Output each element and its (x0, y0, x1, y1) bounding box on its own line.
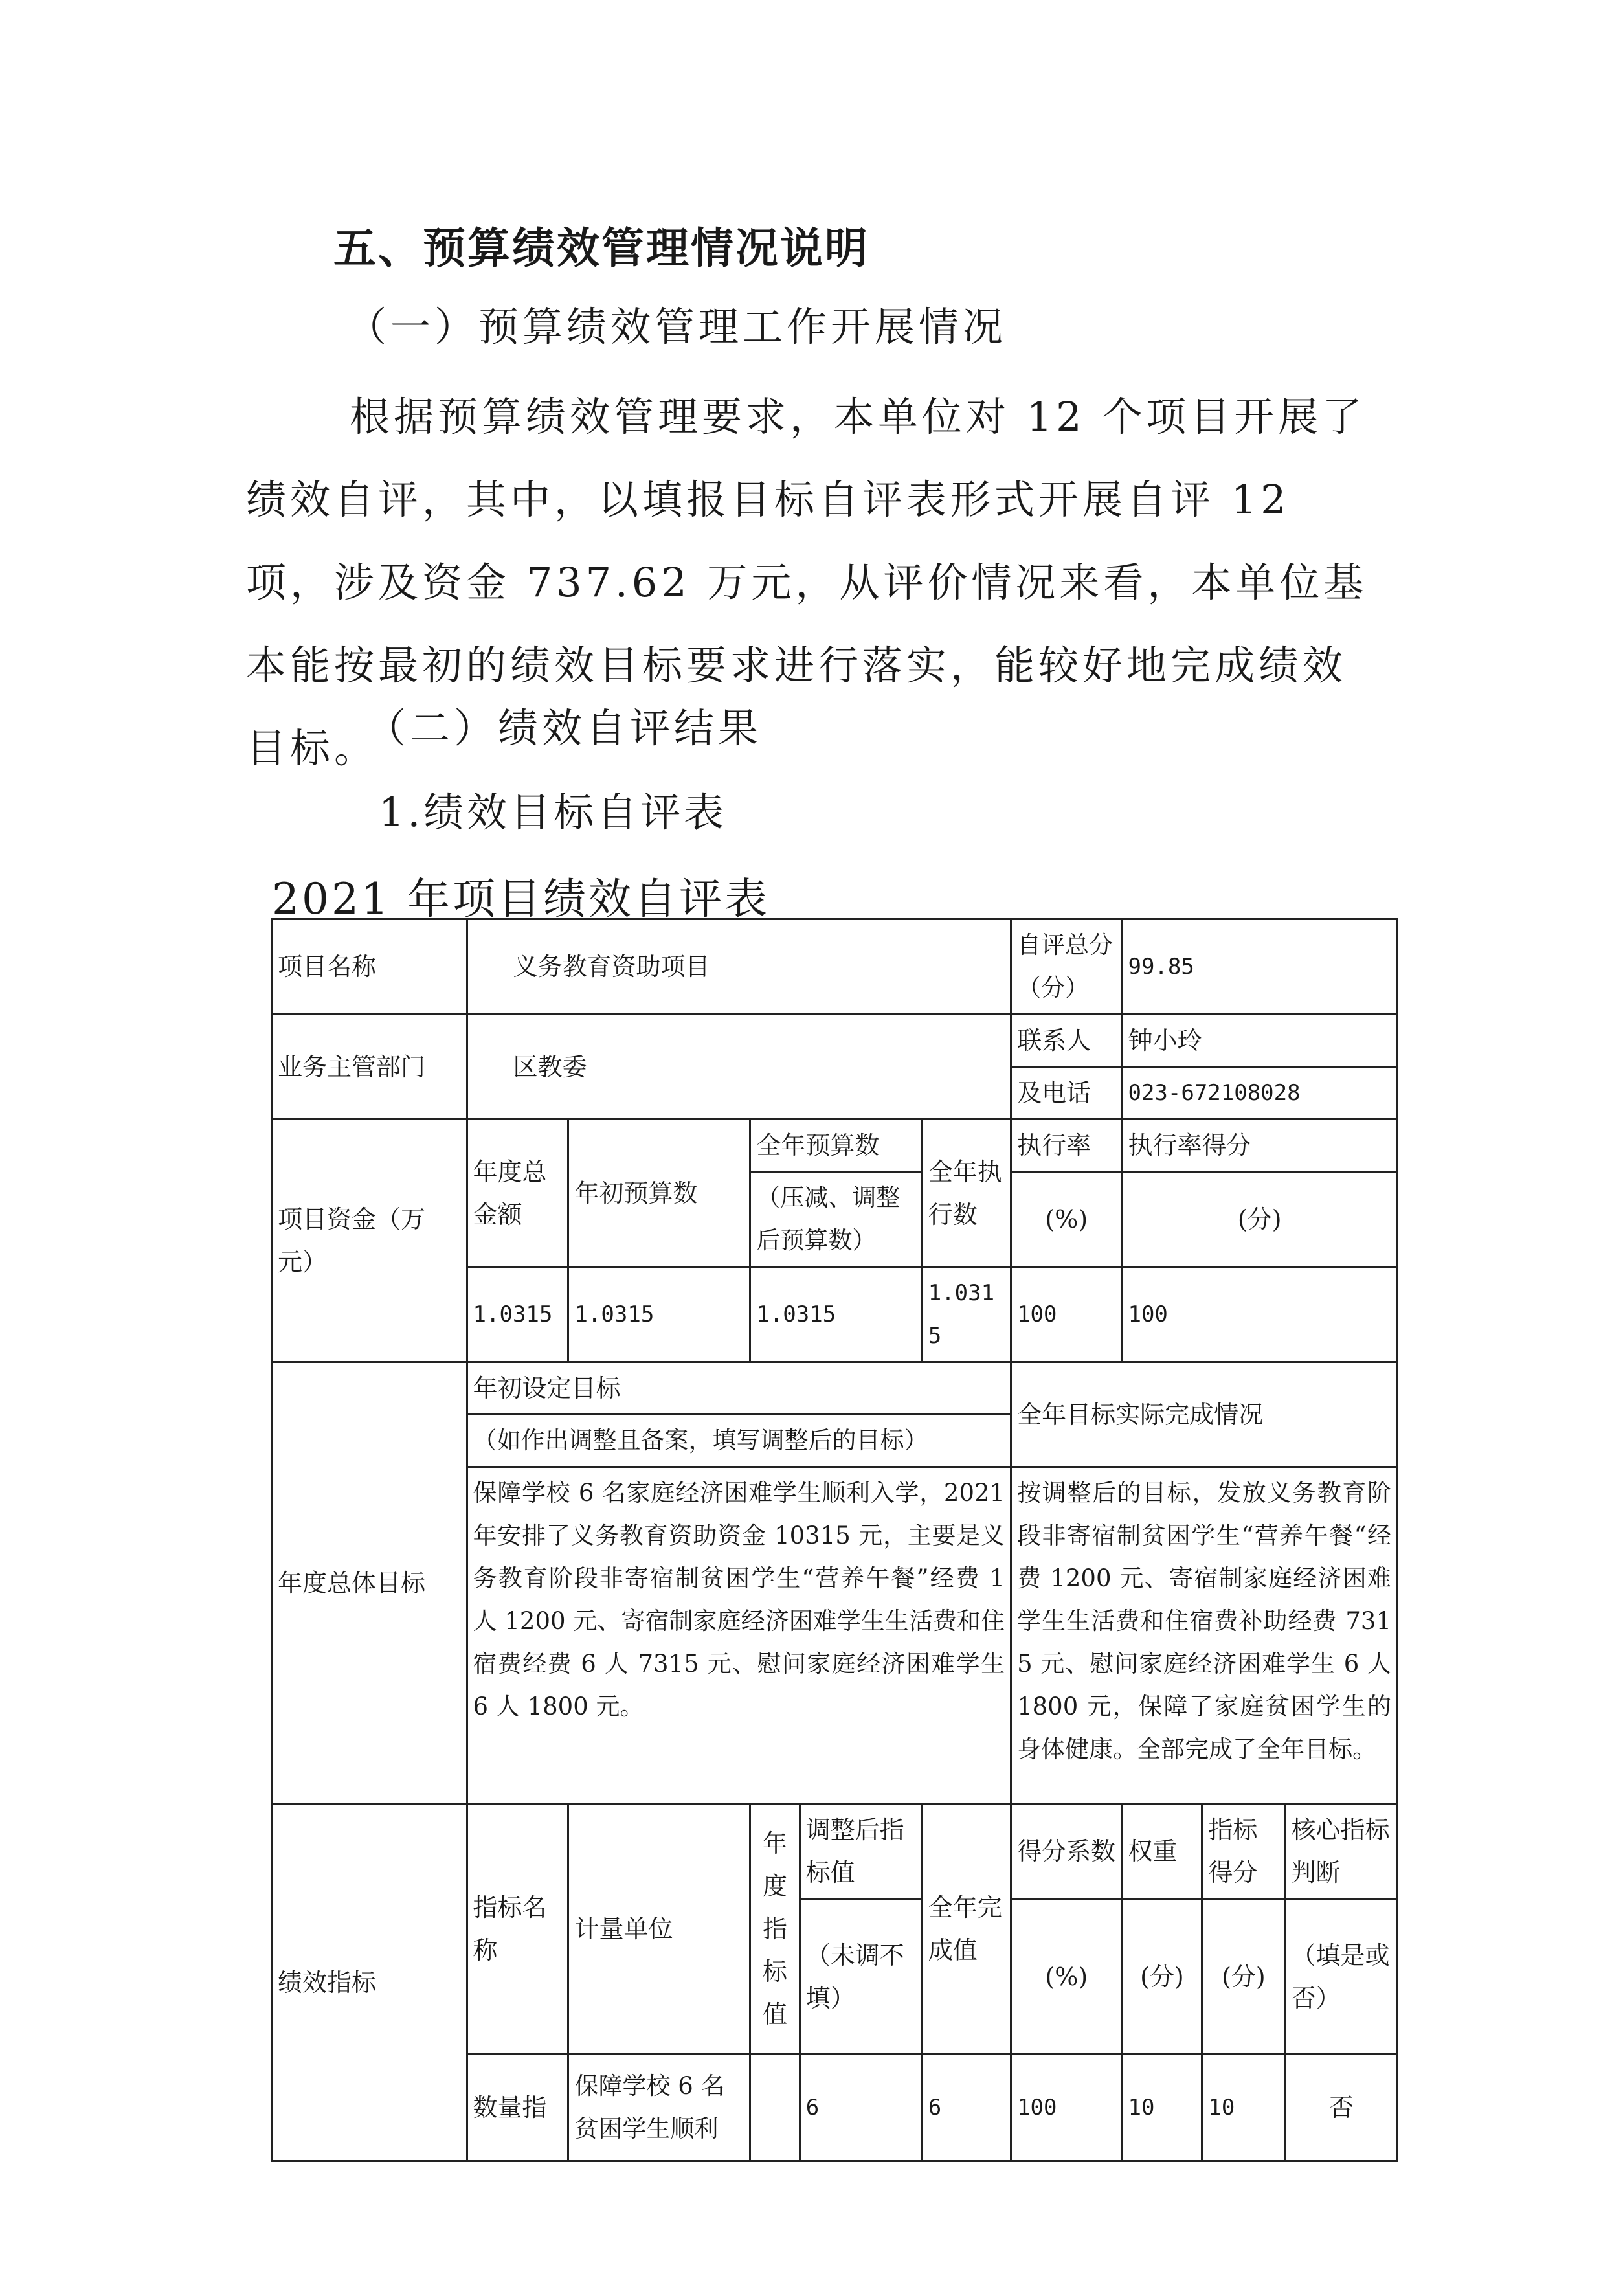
row1-name: 数量指 (467, 2054, 568, 2161)
weight-unit: (分) (1122, 1899, 1202, 2054)
rate-value: 100 (1011, 1267, 1122, 1362)
phone-value: 023-672108028 (1122, 1067, 1398, 1120)
ind-score-label: 指标得分 (1202, 1804, 1285, 1899)
annual-budget-value: 1.0315 (750, 1267, 922, 1362)
table-row (272, 1015, 1398, 1067)
annual-goal-label: 年度总体目标 (272, 1362, 467, 1804)
subsection-heading-3: 1.绩效目标自评表 (379, 789, 728, 836)
exec-value: 1.0315 (922, 1267, 1011, 1362)
table-row (272, 919, 1398, 1015)
row1-adjusted: 6 (800, 2054, 922, 2161)
weight-label: 权重 (1122, 1804, 1202, 1899)
total-label: 年度总金额 (467, 1120, 568, 1267)
row1-weight: 10 (1122, 2054, 1202, 2161)
body-paragraph-text: 根据预算绩效管理要求，本单位对 12 个项目开展了绩效自评，其中，以填报目标自评表形式开展自评 12 项，涉及资金 737.62 万元，从评价情况来看，本单位基本能按最初的绩效目标要求进行落实，能较好地完成绩效目标。 (246, 393, 1368, 772)
year-value-label: 年度指标值 (750, 1804, 800, 2054)
initial-goal-label: 年初设定目标 (467, 1362, 1011, 1415)
funds-label: 项目资金（万元） (272, 1120, 467, 1362)
phone-label: 及电话 (1011, 1067, 1122, 1120)
project-name: 义务教育资助项目 (467, 919, 1011, 1015)
score-value: 99.85 (1122, 919, 1398, 1015)
rate-score-value: 100 (1122, 1267, 1398, 1362)
actual-label: 全年目标实际完成情况 (1011, 1362, 1398, 1467)
unit-label: 计量单位 (568, 1804, 750, 2054)
contact-label: 联系人 (1011, 1015, 1122, 1067)
initial-budget-label: 年初预算数 (568, 1120, 750, 1267)
row1-score: 10 (1202, 2054, 1285, 2161)
rate-score-unit: (分) (1122, 1172, 1398, 1267)
dept-label: 业务主管部门 (272, 1015, 467, 1120)
score-label: 自评总分（分） (1011, 919, 1122, 1015)
table-row (272, 1120, 1398, 1172)
annual-budget-note: （压减、调整后预算数） (750, 1172, 922, 1267)
row1-year-value (750, 2054, 800, 2161)
row1-completed: 6 (922, 2054, 1011, 2161)
section-heading: 五、预算绩效管理情况说明 (333, 223, 869, 273)
dept-value: 区教委 (467, 1015, 1011, 1120)
table-row (272, 1804, 1398, 1899)
subsection-heading-2: （二）绩效自评结果 (366, 704, 763, 752)
rate-label: 执行率 (1011, 1120, 1122, 1172)
rate-score-label: 执行率得分 (1122, 1120, 1398, 1172)
annual-budget-label: 全年预算数 (750, 1120, 922, 1172)
project-name-label: 项目名称 (272, 919, 467, 1015)
core-label: 核心指标判断 (1285, 1804, 1398, 1899)
adjusted-note: （未调不填） (800, 1899, 922, 2054)
rate-unit: (%) (1011, 1172, 1122, 1267)
table-title: 2021 年项目绩效自评表 (272, 874, 770, 924)
contact-value: 钟小玲 (1122, 1015, 1398, 1067)
initial-goal-note: （如作出调整且备案，填写调整后的目标） (467, 1415, 1011, 1467)
row1-unit: 保障学校 6 名贫困学生顺利 (568, 2054, 750, 2161)
row1-coef: 100 (1011, 2054, 1122, 2161)
ind-name-label: 指标名称 (467, 1804, 568, 2054)
row1-core: 否 (1285, 2054, 1398, 2161)
initial-goal-text: 保障学校 6 名家庭经济困难学生顺利入学，2021 年安排了义务教育资助资金 10315 元，主要是义务教育阶段非寄宿制贫困学生“营养午餐”经费 1 人 1200 元、寄宿制家庭经济困难学生生活费和住宿费经费 6 人 7315 元、慰问家庭经济困难学生 6 人 1800 元。 (467, 1467, 1011, 1804)
coef-label: 得分系数 (1011, 1804, 1122, 1899)
total-value: 1.0315 (467, 1267, 568, 1362)
exec-label: 全年执行数 (922, 1120, 1011, 1267)
table-row (272, 1362, 1398, 1415)
actual-text: 按调整后的目标，发放义务教育阶段非寄宿制贫困学生“营养午餐“经费 1200 元、寄宿制家庭经济困难学生生活费和住宿费补助经费 7315 元、慰问家庭经济困难学生 6 人 1800 元，保障了家庭贫困学生的身体健康。全部完成了全年目标。 (1011, 1467, 1398, 1804)
coef-unit: (%) (1011, 1899, 1122, 2054)
completed-label: 全年完成值 (922, 1804, 1011, 2054)
ind-score-unit: (分) (1202, 1899, 1285, 2054)
indicators-label: 绩效指标 (272, 1804, 467, 2161)
initial-budget-value: 1.0315 (568, 1267, 750, 1362)
adjusted-label: 调整后指标值 (800, 1804, 922, 1899)
performance-table (271, 918, 1398, 2162)
core-note: （填是或否） (1285, 1899, 1398, 2054)
subsection-heading-1: （一）预算绩效管理工作开展情况 (346, 303, 1007, 350)
